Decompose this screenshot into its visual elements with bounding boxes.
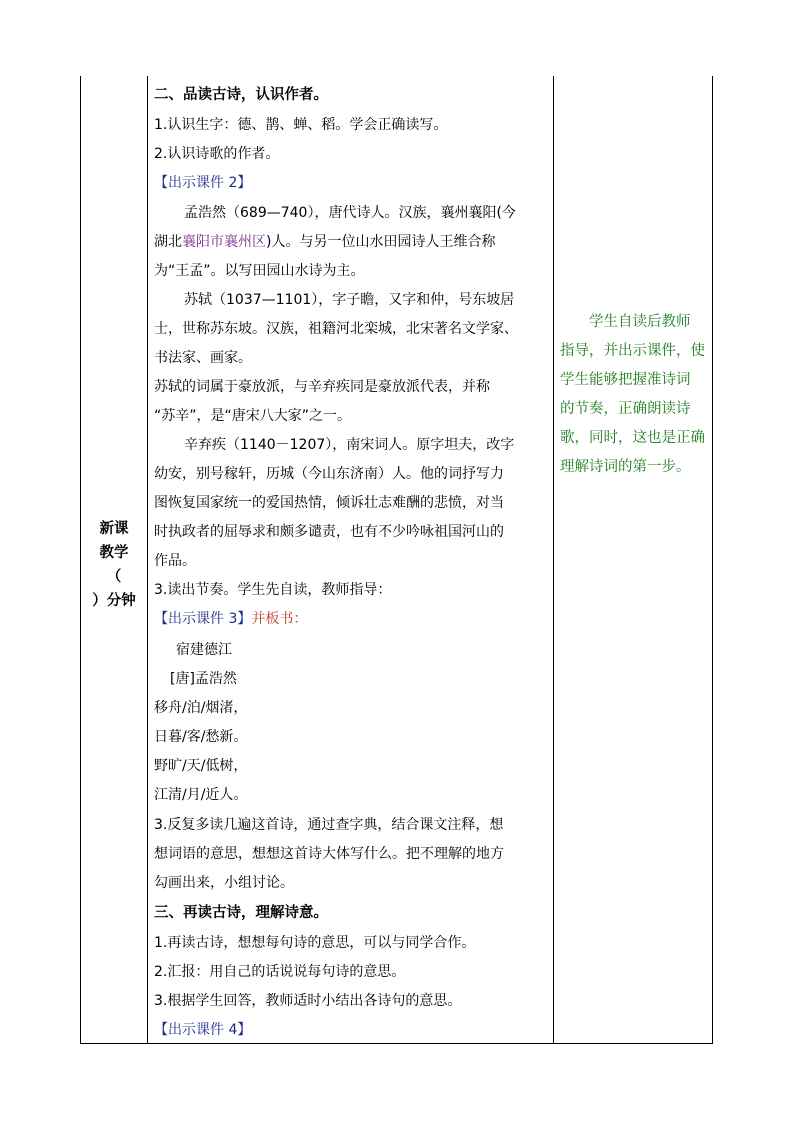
text-line: 勾画出来，小组讨论。 [154,875,294,891]
text-line: 作品。 [154,553,196,569]
text-line [154,609,307,629]
text-line: 3.读出节奏。学生先自读，教师指导： [154,582,392,598]
poem-title: 宿建德江 [176,642,232,658]
text-line: 苏轼的词属于豪放派，与辛弃疾同是豪放派代表，并称 [154,379,490,395]
board-note: 并板书： [251,611,308,627]
text-line: 孟浩然（689—740），唐代诗人。汉族，襄州襄阳(今 [184,205,516,221]
teacher-note [560,308,714,482]
note-line: 理解诗词的第一步。 [560,459,691,475]
note-line: 学生能够把握准诗词 [560,372,691,388]
text-line: 1.再读古诗，想想每句诗的意思，可以与同学合作。 [154,935,476,951]
column-divider-right [553,76,554,1043]
poem-line: 日暮/客/愁新。 [154,729,248,745]
section-label [81,517,147,613]
text-span: )人。与另一位山水田园诗人王维合称 [266,234,496,250]
text-line: 幼安，别号稼轩，历城（今山东济南）人。他的词抒写力 [154,466,504,482]
courseware-tag: 【出示课件 2】 [154,175,252,191]
label-line: （ [106,569,122,585]
poem-line: 移舟/泊/烟渚， [154,700,248,716]
section-heading: 二、品读古诗，认识作者。 [154,87,328,103]
text-line: 想词语的意思，想想这首诗大体写什么。把不理解的地方 [154,846,504,862]
text-line: 2.汇报：用自己的话说说每句诗的意思。 [154,964,406,980]
note-line: 歌，同时，这也是正确 [560,430,705,446]
text-line: 1.认识生字：德、鹊、蝉、稻。学会正确读写。 [154,117,448,133]
text-line: 3.反复多读几遍这首诗，通过查字典，结合课文注释，想 [154,817,504,833]
poem-line: 江清/月/近人。 [154,787,248,803]
column-divider-left [147,76,148,1043]
text-line: “苏辛”，是“唐宋八大家”之一。 [154,408,352,424]
note-line: 的节奏，正确朗读诗 [560,401,691,417]
text-line: 士，世称苏东坡。汉族，祖籍河北栾城，北宋著名文学家、 [154,321,518,337]
text-line: 为“王孟”。以写田园山水诗为主。 [154,263,365,279]
label-line: ）分钟 [92,593,136,609]
poem-line: 野旷/天/低树， [154,758,248,774]
text-line [154,232,495,252]
note-line: 指导，并出示课件，使 [560,343,705,359]
courseware-tag: 【出示课件 4】 [154,1022,252,1038]
lesson-table [80,76,713,1044]
note-line: 学生自读后教师 [560,314,691,330]
courseware-tag: 【出示课件 3】 [154,611,252,627]
label-line: 教学 [99,545,129,561]
poem-author: [唐]孟浩然 [170,671,237,687]
text-line: 苏轼（1037—1101），字子瞻，又字和仲，号东坡居 [184,292,515,308]
text-line: 辛弃疾（1140－1207），南宋词人。原字坦夫，改字 [184,437,515,453]
text-line: 时执政者的屈辱求和颇多谴责，也有不少吟咏祖国河山的 [154,524,504,540]
text-line: 3.根据学生回答，教师适时小结出各诗句的意思。 [154,993,462,1009]
label-line: 新课 [99,521,129,537]
text-span: 湖北 [154,234,182,250]
text-line: 2.认识诗歌的作者。 [154,146,280,162]
text-line: 图恢复国家统一的爱国热情，倾诉壮志难酬的悲愤，对当 [154,495,504,511]
place-link[interactable]: 襄阳市襄州区 [182,234,266,250]
text-line: 书法家、画家。 [154,350,252,366]
section-heading: 三、再读古诗，理解诗意。 [154,905,328,921]
